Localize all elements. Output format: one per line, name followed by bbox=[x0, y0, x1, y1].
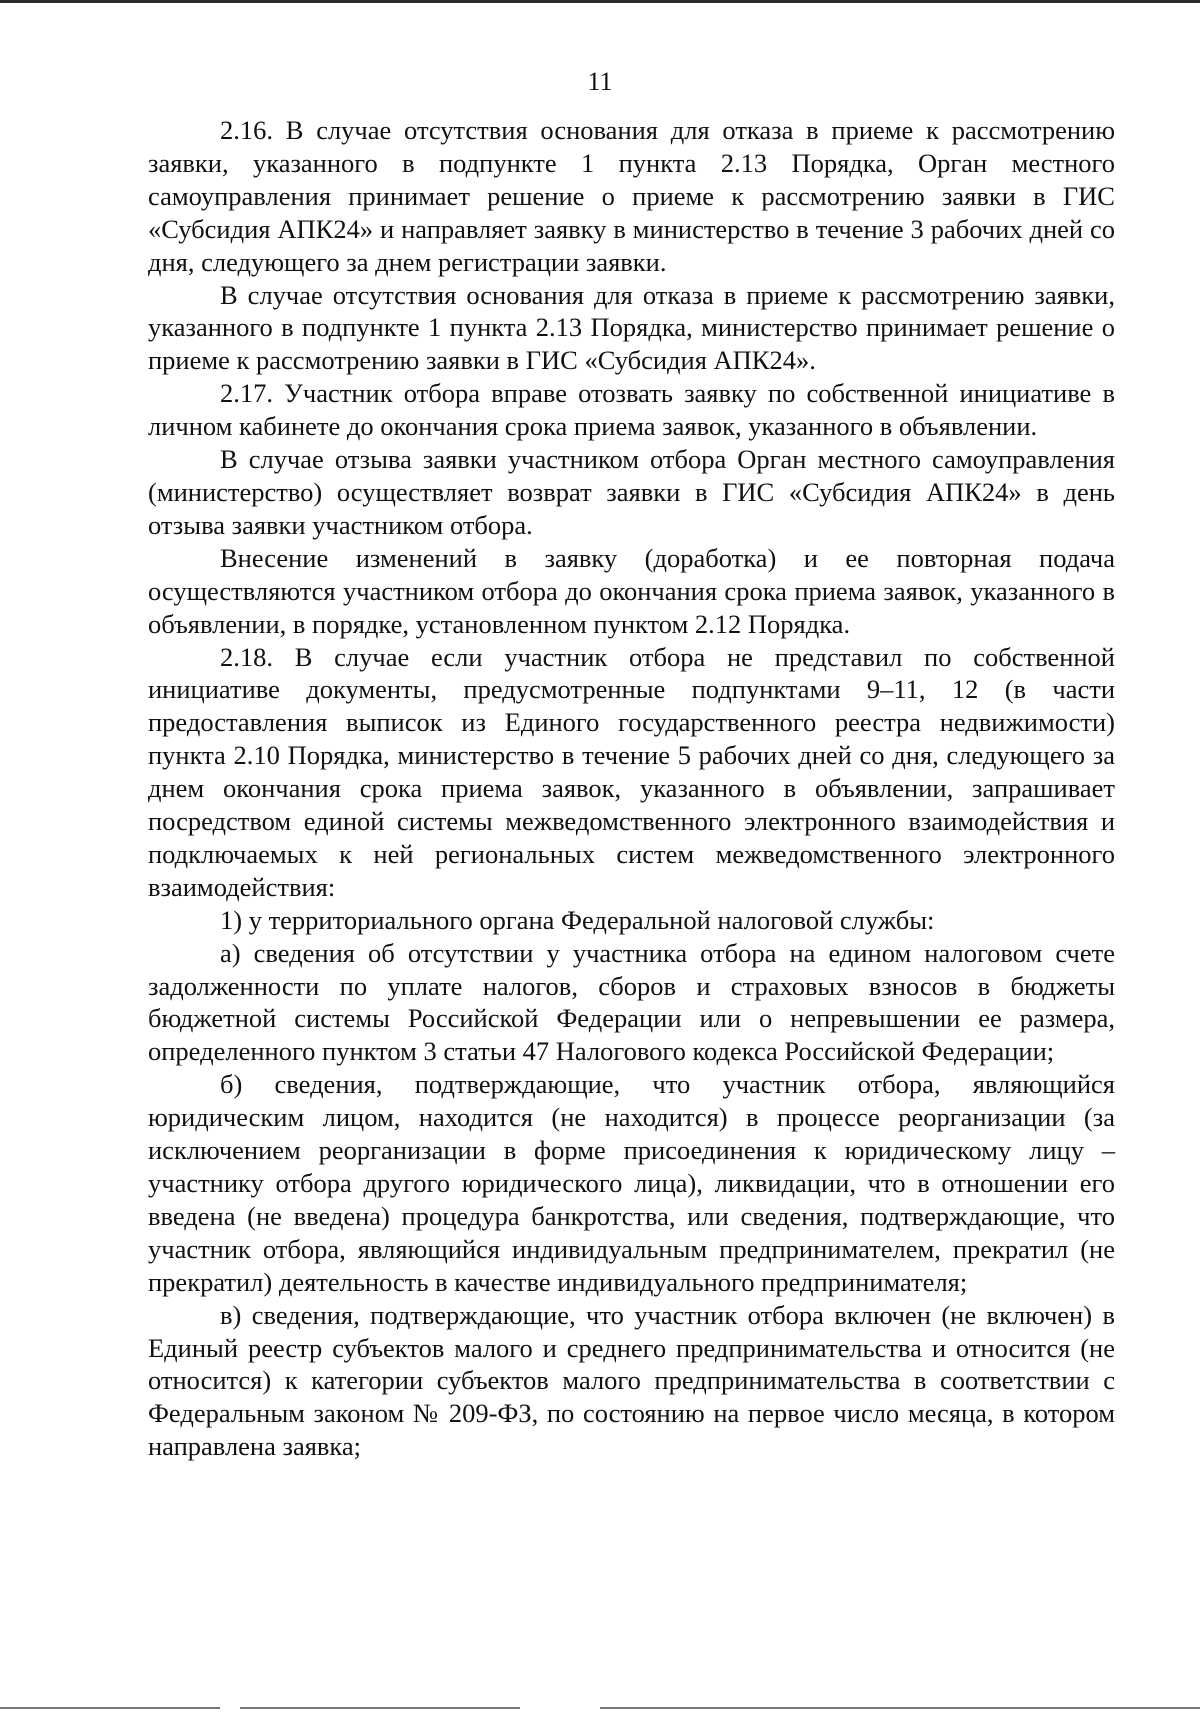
paragraph-2-18: 2.18. В случае если участник отбора не представил по собственной инициативе документы, предусмотренные подпунктами 9–11, 12 (в части предоставления выписок из Единого государственного реестра недвижимости) пункта 2.10 Порядка, министерство в течение 5 рабочих дней со дня, следующего за днем окончания срока приема заявок, указанного в объявлении, запрашивает посредством единой системы межведомственного электронного взаимодействия и подключаемых к ней региональных систем межведомственного электронного взаимодействия: bbox=[148, 641, 1115, 902]
page-number: 11 bbox=[587, 67, 613, 96]
paragraph-2-17-withdrawal: В случае отзыва заявки участником отбора Орган местного самоуправления (министерство) осуществляет возврат заявки в ГИС «Субсидия АПК24» в день отзыва заявки участником отбора. bbox=[148, 444, 1115, 540]
scan-bottom-border bbox=[0, 1707, 1200, 1709]
list-item-b: б) сведения, подтверждающие, что участник отбора, являющийся юридическим лицом, находится (не находится) в процессе реорганизации (за исключением реорганизации в форме присоединения к юридическому лицу – участнику отбора другого юридического лица), ликвидации, что в отношении его введена (не введена) процедура банкротства, или сведения, подтверждающие, что участник отбора, являющийся индивидуальным предпринимателем, прекратил (не прекратил) деятельность в качестве индивидуального предпринимателя; bbox=[148, 1069, 1115, 1297]
paragraph-2-17: 2.17. Участник отбора вправе отозвать заявку по собственной инициативе в личном кабинете до окончания срока приема заявок, указанного в объявлении. bbox=[148, 378, 1115, 442]
paragraph-2-16-ministry: В случае отсутствия основания для отказа в приеме к рассмотрению заявки, указанного в подпункте 1 пункта 2.13 Порядка, министерство принимает решение о приеме к рассмотрению заявки в ГИС «Субсидия АПК24». bbox=[148, 279, 1115, 376]
list-item-v: в) сведения, подтверждающие, что участник отбора включен (не включен) в Единый реестр субъектов малого и среднего предпринимательства и относится (не относится) к категории субъектов малого предпринимательства в соответствии с Федеральным законом № 209-ФЗ, по состоянию на первое число месяца, в котором направлена заявка; bbox=[148, 1299, 1115, 1462]
scan-top-border bbox=[0, 0, 1200, 3]
paragraph-2-17-amendments: Внесение изменений в заявку (доработка) и ее повторная подача осуществляются участником отбора до окончания срока приема заявок, указанного в объявлении, в порядке, установленном пунктом 2.12 Порядка. bbox=[148, 542, 1115, 639]
list-item-1: 1) у территориального органа Федеральной налоговой службы: bbox=[220, 904, 935, 935]
list-item-a: а) сведения об отсутствии у участника отбора на едином налоговом счете задолженности по уплате налогов, сборов и страховых взносов в бюджеты бюджетной системы Российской Федерации или о непревышении ее размера, определенного пунктом 3 статьи 47 Налогового кодекса Российской Федерации; bbox=[148, 937, 1115, 1067]
paragraph-2-16: 2.16. В случае отсутствия основания для отказа в приеме к рассмотрению заявки, указанного в подпункте 1 пункта 2.13 Порядка, Орган местного самоуправления принимает решение о приеме к рассмотрению заявки в ГИС «Субсидия АПК24» и направляет заявку в министерство в течение 3 рабочих дней со дня, следующего за днем регистрации заявки. bbox=[148, 115, 1115, 277]
document-body bbox=[148, 114, 1115, 1463]
